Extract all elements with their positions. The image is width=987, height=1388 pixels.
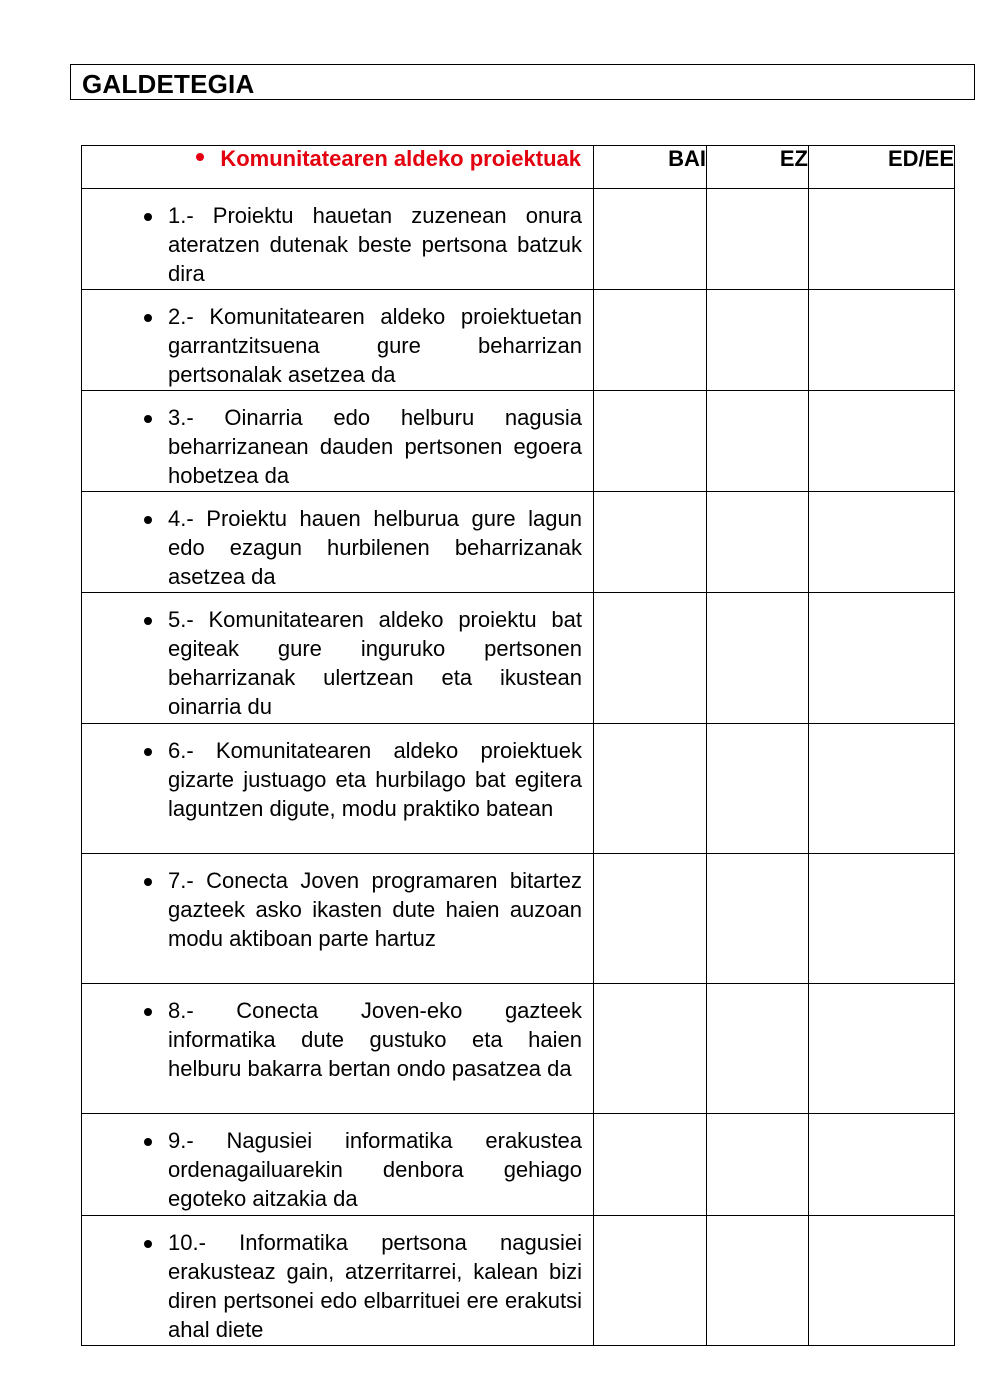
bullet-icon [144,314,152,322]
answer-cell-bai[interactable] [594,391,707,492]
question-text: 7.- Conecta Joven programaren bitartez gazteek asko ikasten dute haien auzoan modu aktiboan parte hartuz [168,868,582,951]
answer-cell-bai[interactable] [594,290,707,391]
question-text: 1.- Proiektu hauetan zuzenean onura ateratzen dutenak beste pertsona batzuk dira [168,203,582,286]
bai-column-header: BAI [594,146,707,189]
question-cell [82,984,594,1114]
question-cell [82,1114,594,1216]
answer-cell-ez[interactable] [707,492,809,593]
table-row [82,724,955,854]
question-cell [82,854,594,984]
title-box [70,64,975,100]
answer-cell-ed-ee[interactable] [809,290,955,391]
question-text: 5.- Komunitatearen aldeko proiektu bat egiteak gure inguruko pertsonen beharrizanak ulertzean eta ikustean oinarria du [168,607,582,719]
ez-column-header: EZ [707,146,809,189]
answer-cell-ed-ee[interactable] [809,189,955,290]
question-cell [82,492,594,593]
table-row [82,1114,955,1216]
answer-cell-ez[interactable] [707,391,809,492]
question-cell [82,189,594,290]
bullet-icon [144,617,152,625]
answer-cell-ed-ee[interactable] [809,1216,955,1346]
ed-ee-column-header: ED/EE [809,146,955,189]
answer-cell-bai[interactable] [594,189,707,290]
question-text: 6.- Komunitatearen aldeko proiektuek gizarte justuago eta hurbilago bat egitera laguntzen digute, modu praktiko batean [168,738,582,821]
answer-cell-ez[interactable] [707,593,809,724]
answer-cell-ez[interactable] [707,1216,809,1346]
page-title: GALDETEGIA [82,69,255,99]
table-row [82,1216,955,1346]
question-cell [82,593,594,724]
question-cell [82,290,594,391]
question-cell [82,724,594,854]
answer-cell-ed-ee[interactable] [809,854,955,984]
question-column-label: Komunitatearen aldeko proiektuak [220,146,581,171]
bullet-icon [144,748,152,756]
answer-cell-ed-ee[interactable] [809,391,955,492]
answer-cell-bai[interactable] [594,1216,707,1346]
answer-cell-ed-ee[interactable] [809,1114,955,1216]
table-row [82,854,955,984]
answer-cell-bai[interactable] [594,593,707,724]
question-cell [82,391,594,492]
table-row [82,189,955,290]
question-text: 2.- Komunitatearen aldeko proiektuetan garrantzitsuena gure beharrizan pertsonalak asetzea da [168,304,582,387]
bullet-icon [144,516,152,524]
bullet-icon [144,1240,152,1248]
bullet-icon [196,153,204,161]
answer-cell-bai[interactable] [594,854,707,984]
answer-cell-ez[interactable] [707,724,809,854]
table-row [82,984,955,1114]
answer-cell-ez[interactable] [707,1114,809,1216]
question-cell [82,1216,594,1346]
table-row [82,290,955,391]
answer-cell-bai[interactable] [594,984,707,1114]
question-text: 10.- Informatika pertsona nagusiei erakusteaz gain, atzerritarrei, kalean bizi diren pertsonei edo elbarrituei ere erakutsi ahal diete [168,1230,582,1342]
answer-cell-bai[interactable] [594,492,707,593]
answer-cell-ed-ee[interactable] [809,492,955,593]
answer-cell-ed-ee[interactable] [809,593,955,724]
table-row [82,593,955,724]
questionnaire-table [81,145,955,1346]
question-text: 9.- Nagusiei informatika erakustea ordenagailuarekin denbora gehiago egoteko aitzakia da [168,1128,582,1211]
answer-cell-ez[interactable] [707,189,809,290]
answer-cell-bai[interactable] [594,1114,707,1216]
question-text: 3.- Oinarria edo helburu nagusia beharrizanean dauden pertsonen egoera hobetzea da [168,405,582,488]
bullet-icon [144,213,152,221]
question-text: 4.- Proiektu hauen helburua gure lagun edo ezagun hurbilenen beharrizanak asetzea da [168,506,582,589]
answer-cell-ez[interactable] [707,854,809,984]
bullet-icon [144,878,152,886]
answer-cell-ed-ee[interactable] [809,984,955,1114]
header-row [82,146,955,189]
question-column-header [82,146,594,189]
answer-cell-ed-ee[interactable] [809,724,955,854]
answer-cell-ez[interactable] [707,984,809,1114]
table-row [82,391,955,492]
bullet-icon [144,415,152,423]
table-row [82,492,955,593]
bullet-icon [144,1138,152,1146]
question-text: 8.- Conecta Joven-eko gazteek informatika dute gustuko eta haien helburu bakarra bertan ondo pasatzea da [168,998,582,1081]
answer-cell-bai[interactable] [594,724,707,854]
answer-cell-ez[interactable] [707,290,809,391]
bullet-icon [144,1008,152,1016]
